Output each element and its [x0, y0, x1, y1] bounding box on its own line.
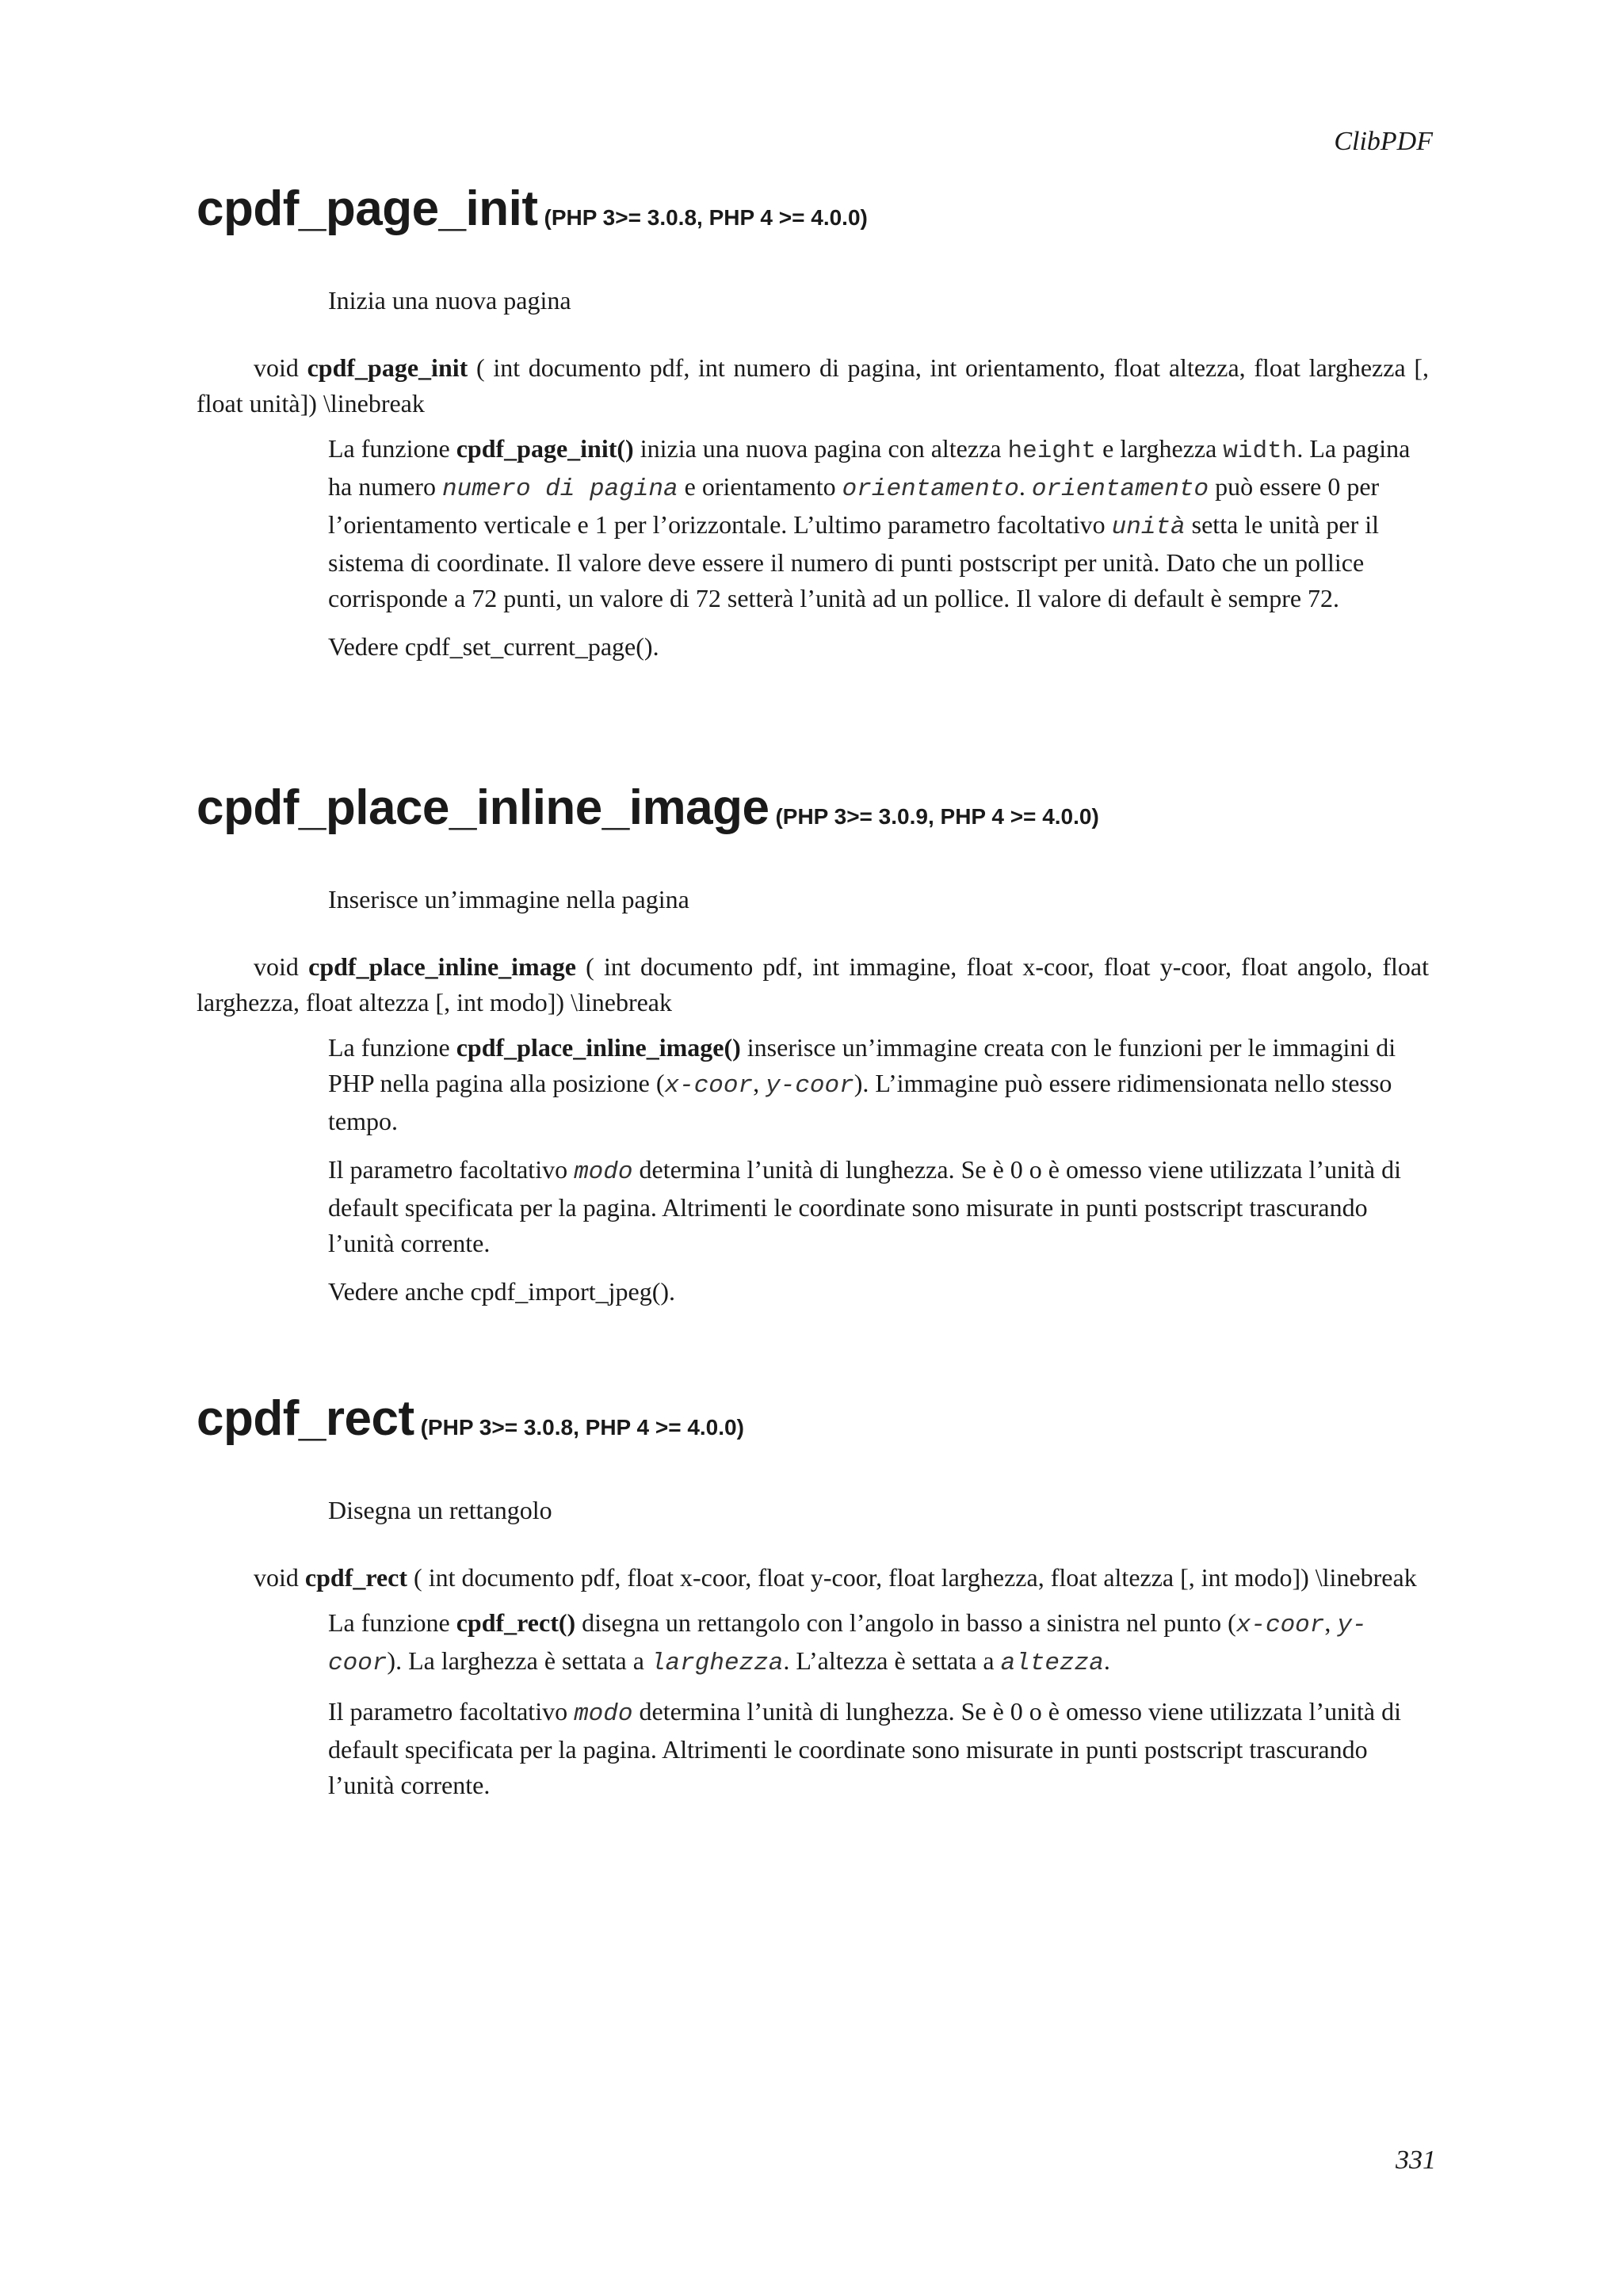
- function-name: cpdf_page_init: [197, 181, 538, 236]
- function-heading: [197, 780, 1433, 836]
- function-purpose: Inserisce un’immagine nella pagina: [328, 885, 689, 913]
- synopsis-function-name: cpdf_rect: [304, 1563, 408, 1592]
- see-also: Vedere cpdf_set_current_page().: [328, 632, 659, 661]
- function-entry-place-inline-image: [197, 780, 1433, 1310]
- function-synopsis: void cpdf_rect ( int documento pdf, float x-coor, float y-coor, float larghezza, float altezza [, int modo]) \linebreak: [254, 1563, 1417, 1592]
- function-heading: [197, 1390, 1433, 1447]
- description-paragraph: Il parametro facoltativo modo determina l’unità di lunghezza. Se è 0 o è omesso viene utilizzata l’unità di default specificata per la pagina. Altrimenti le coordinate sono misurate in punti postscript trascurando l’unità corrente.: [328, 1697, 1401, 1799]
- function-version: (PHP 3>= 3.0.8, PHP 4 >= 4.0.0): [544, 205, 868, 230]
- see-also: Vedere anche cpdf_import_jpeg().: [328, 1277, 676, 1306]
- function-synopsis: void cpdf_place_inline_image ( int documento pdf, int immagine, float x-coor, float y-coor, float angolo, float larghezza, float altezza [, int modo]) \linebreak: [197, 952, 1430, 1016]
- description-paragraph: La funzione cpdf_place_inline_image() inserisce un’immagine creata con le funzioni per le immagini di PHP nella pagina alla posizione (x-coor, y-coor). L’immagine può essere ridimensionata nello stesso tempo.: [328, 1033, 1396, 1135]
- function-entry-page-init: [197, 181, 1433, 665]
- page-number: 331: [1396, 2145, 1436, 2175]
- function-entry-rect: [197, 1390, 1433, 1803]
- synopsis-function-name: cpdf_place_inline_image: [308, 952, 576, 981]
- synopsis-function-name: cpdf_page_init: [307, 353, 468, 382]
- function-purpose: Inizia una nuova pagina: [328, 286, 571, 315]
- function-version: (PHP 3>= 3.0.9, PHP 4 >= 4.0.0): [775, 804, 1099, 829]
- description-paragraph: Il parametro facoltativo modo determina l’unità di lunghezza. Se è 0 o è omesso viene utilizzata l’unità di default specificata per la pagina. Altrimenti le coordinate sono misurate in punti postscript trascurando l’unità corrente.: [328, 1155, 1401, 1257]
- running-header: ClibPDF: [1334, 127, 1433, 156]
- description-paragraph: La funzione cpdf_page_init() inizia una nuova pagina con altezza height e larghezza width. La pagina ha numero numero di pagina e orientamento orientamento. orientamento può essere 0 per l’orientamento verticale e 1 per l’orizzontale. L’ultimo parametro facoltativo unità setta le unità per il sistema di coordinate. Il valore deve essere il numero di punti postscript per unità. Dato che un pollice corrisponde a 72 punti, un valore di 72 setterà l’unità ad un pollice. Il valore di default è sempre 72.: [328, 434, 1411, 612]
- function-name: cpdf_rect: [197, 1391, 414, 1446]
- function-heading: [197, 181, 1433, 237]
- function-purpose: Disegna un rettangolo: [328, 1496, 552, 1524]
- function-synopsis: void cpdf_page_init ( int documento pdf, int numero di pagina, int orientamento, float altezza, float larghezza [, float unità]) \linebreak: [197, 353, 1430, 418]
- description-paragraph: La funzione cpdf_rect() disegna un rettangolo con l’angolo in basso a sinistra nel punto (x-coor, y-coor). La larghezza è settata a larghezza. L’altezza è settata a altezza.: [328, 1608, 1367, 1677]
- function-version: (PHP 3>= 3.0.8, PHP 4 >= 4.0.0): [420, 1415, 744, 1440]
- function-name: cpdf_place_inline_image: [197, 780, 769, 835]
